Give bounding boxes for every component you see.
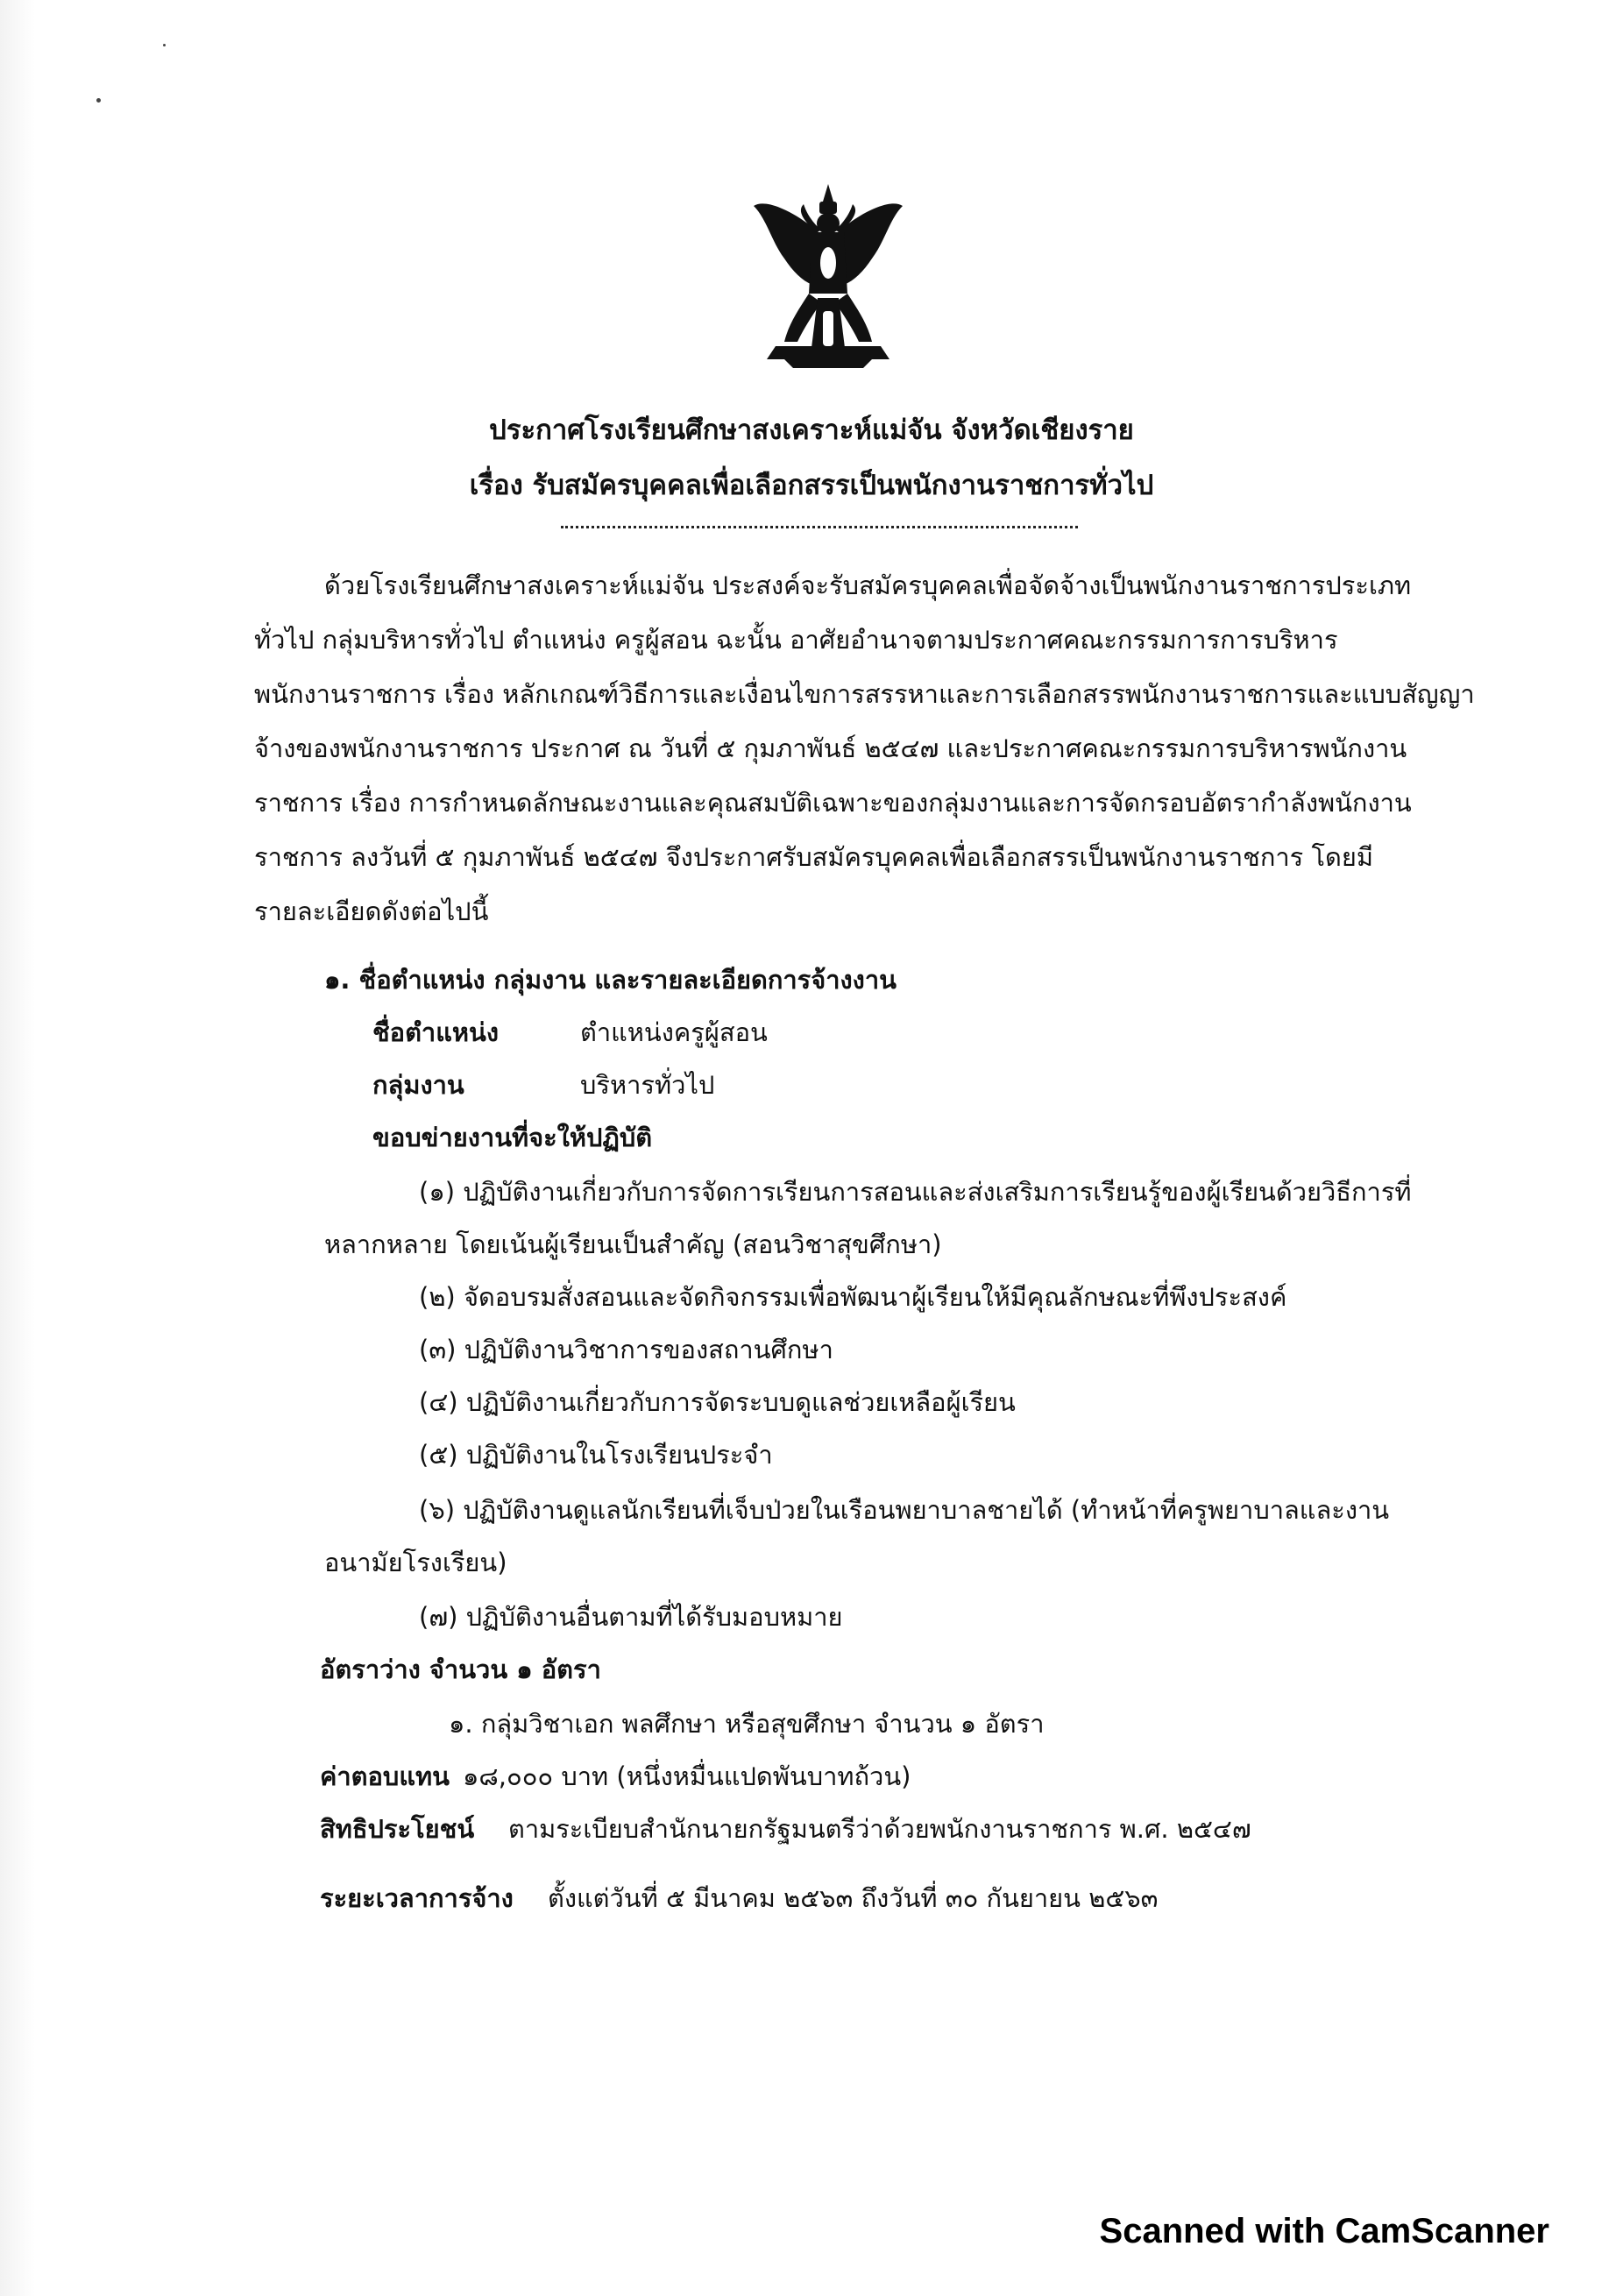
duty-item: (๓) ปฏิบัติงานวิชาการของสถานศึกษา (419, 1335, 833, 1364)
position-label: ชื่อตำแหน่ง (372, 1017, 500, 1047)
duty-item: (๒) จัดอบรมสั่งสอนและจัดกิจกรรมเพื่อพัฒนาผู้เรียนให้มีคุณลักษณะที่พึงประสงค์ (419, 1282, 1287, 1312)
group-value: บริหารทั่วไป (580, 1070, 715, 1100)
duty-item: (๗) ปฏิบัติงานอื่นตามที่ได้รับมอบหมาย (419, 1602, 843, 1632)
dotted-divider (561, 526, 1078, 532)
intro-line: รายละเอียดดังต่อไปนี้ (254, 896, 489, 926)
intro-line: พนักงานราชการ เรื่อง หลักเกณฑ์วิธีการและเงื่อนไขการสรรหาและการเลือกสรรพนักงานราชการและแบบสัญญา (254, 679, 1475, 709)
period-value: ตั้งแต่วันที่ ๕ มีนาคม ๒๕๖๓ ถึงวันที่ ๓๐ กันยายน ๒๕๖๓ (548, 1883, 1159, 1913)
vacancy-label: อัตราว่าง จำนวน ๑ อัตรา (320, 1655, 601, 1684)
period-label: ระยะเวลาการจ้าง (320, 1883, 514, 1913)
vacancy-item: ๑. กลุ่มวิชาเอก พลศึกษา หรือสุขศึกษา จำนวน ๑ อัตรา (449, 1709, 1045, 1739)
duty-item-continuation: หลากหลาย โดยเน้นผู้เรียนเป็นสำคัญ (สอนวิชาสุขศึกษา) (324, 1229, 942, 1259)
intro-line: ราชการ เรื่อง การกำหนดลักษณะงานและคุณสมบัติเฉพาะของกลุ่มงานและการจัดกรอบอัตรากำลังพนักงาน (254, 788, 1412, 818)
scan-edge-shadow (0, 0, 35, 2296)
duty-item: (๕) ปฏิบัติงานในโรงเรียนประจำ (419, 1440, 773, 1470)
scope-heading: ขอบข่ายงานที่จะให้ปฏิบัติ (372, 1123, 653, 1152)
scan-speck (96, 98, 101, 103)
duty-item: (๑) ปฏิบัติงานเกี่ยวกับการจัดการเรียนการสอนและส่งเสริมการเรียนรู้ของผู้เรียนด้วยวิธีการที่ (419, 1177, 1412, 1207)
benefits-value: ตามระเบียบสำนักนายกรัฐมนตรีว่าด้วยพนักงานราชการ พ.ศ. ๒๕๔๗ (508, 1814, 1251, 1844)
benefits-label: สิทธิประโยชน์ (320, 1814, 475, 1844)
garuda-emblem-icon (749, 180, 907, 377)
announcement-subject: เรื่อง รับสมัครบุคคลเพื่อเลือกสรรเป็นพนักงานราชการทั่วไป (469, 470, 1154, 501)
duty-item: (๖) ปฏิบัติงานดูแลนักเรียนที่เจ็บป่วยในเรือนพยาบาลชายได้ (ทำหน้าที่ครูพยาบาลและงาน (419, 1495, 1390, 1525)
announcement-title: ประกาศโรงเรียนศึกษาสงเคราะห์แม่จัน จังหวัดเชียงราย (489, 415, 1134, 446)
position-value: ตำแหน่งครูผู้สอน (580, 1017, 768, 1047)
intro-line: ทั่วไป กลุ่มบริหารทั่วไป ตำแหน่ง ครูผู้สอน ฉะนั้น อาศัยอำนาจตามประกาศคณะกรรมการการบริหาร (254, 625, 1338, 655)
compensation-label: ค่าตอบแทน (320, 1761, 450, 1791)
section-heading: ๑. ชื่อตำแหน่ง กลุ่มงาน และรายละเอียดการจ้างงาน (324, 965, 897, 995)
intro-line: ด้วยโรงเรียนศึกษาสงเคราะห์แม่จัน ประสงค์จะรับสมัครบุคคลเพื่อจัดจ้างเป็นพนักงานราชการประเภท (324, 570, 1412, 600)
group-label: กลุ่มงาน (372, 1070, 464, 1100)
intro-line: จ้างของพนักงานราชการ ประกาศ ณ วันที่ ๕ กุมภาพันธ์ ๒๕๔๗ และประกาศคณะกรรมการบริหารพนักงาน (254, 733, 1407, 763)
compensation-value: ๑๘,๐๐๐ บาท (หนึ่งหมื่นแปดพันบาทถ้วน) (463, 1761, 911, 1791)
camscanner-watermark: Scanned with CamScanner (1099, 2212, 1549, 2250)
scan-speck (163, 44, 166, 46)
intro-line: ราชการ ลงวันที่ ๕ กุมภาพันธ์ ๒๕๔๗ จึงประกาศรับสมัครบุคคลเพื่อเลือกสรรเป็นพนักงานราชการ โดยมี (254, 842, 1373, 872)
duty-item-continuation: อนามัยโรงเรียน) (324, 1548, 507, 1577)
duty-item: (๔) ปฏิบัติงานเกี่ยวกับการจัดระบบดูแลช่วยเหลือผู้เรียน (419, 1387, 1016, 1417)
